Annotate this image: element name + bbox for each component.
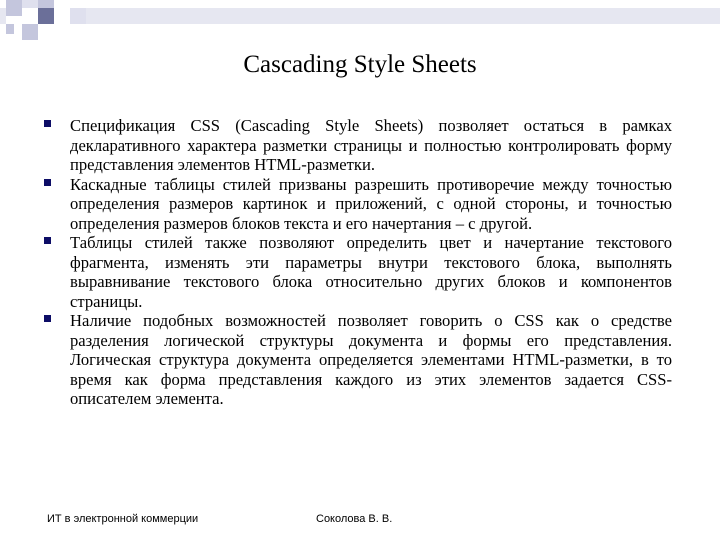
footer-course-name: ИТ в электронной коммерции bbox=[47, 513, 199, 525]
bullet-list bbox=[44, 116, 672, 409]
bullet-item bbox=[44, 116, 672, 175]
header-stripe bbox=[0, 8, 720, 24]
decor-square bbox=[70, 8, 86, 24]
square-bullet-icon bbox=[44, 237, 51, 244]
decor-square bbox=[22, 8, 38, 24]
bullet-item bbox=[44, 175, 672, 234]
bullet-text: Спецификация CSS (Cascading Style Sheets) позволяет остаться в рамках декларативного характера разметки страницы и полностью контролировать форму представления элементов HTML-разметки. bbox=[70, 116, 672, 174]
decor-square bbox=[22, 0, 38, 8]
bullet-text: Каскадные таблицы стилей призваны разрешить противоречие между точностью определения размеров картинок и приложений, с одной стороны, и точностью определения размеров блоков текста и его начертания – с другой. bbox=[70, 174, 672, 233]
square-bullet-icon bbox=[44, 315, 51, 322]
decor-square bbox=[22, 24, 38, 40]
square-bullet-icon bbox=[44, 120, 51, 127]
decor-square bbox=[38, 8, 54, 24]
decor-square bbox=[54, 8, 70, 24]
bullet-item bbox=[44, 233, 672, 311]
decor-square bbox=[38, 0, 54, 8]
footer-author: Соколова В. В. bbox=[316, 513, 393, 525]
bullet-text: Таблицы стилей также позволяют определить цвет и начертание текстового фрагмента, изменять эти параметры внутри текстового блока, выполнять выравнивание текстового блока относительно других блоков и компонентов страницы. bbox=[70, 233, 672, 311]
bullet-item bbox=[44, 311, 672, 409]
slide-title: Cascading Style Sheets bbox=[243, 51, 477, 78]
decor-square bbox=[6, 24, 14, 34]
square-bullet-icon bbox=[44, 179, 51, 186]
bullet-text: Наличие подобных возможностей позволяет говорить о CSS как о средстве разделения логической структуры документа и формы его представления. Логическая структура документа определяется элементами HTML-разметки, в то время как форма представления каждого из этих элементов задается CSS-описателем элемента. bbox=[70, 311, 672, 408]
decor-square bbox=[6, 0, 22, 16]
